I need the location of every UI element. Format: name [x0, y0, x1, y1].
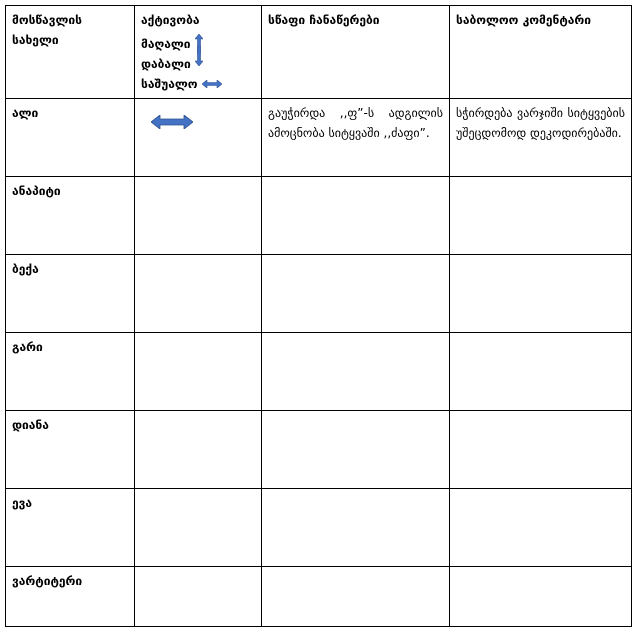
- student-name-cell: ვარტიტერი: [6, 567, 135, 627]
- student-name-cell: ევა: [6, 489, 135, 567]
- activity-cell: [135, 411, 262, 489]
- header-activity: [135, 6, 262, 99]
- legend-high-label: მაღალი: [141, 37, 191, 51]
- header-final-comment: საბოლოო კომენტარი: [450, 6, 632, 99]
- quick-notes-cell: [262, 567, 450, 627]
- final-comment-cell: [450, 567, 632, 627]
- activity-cell: [135, 99, 262, 177]
- legend-low: [141, 54, 255, 74]
- arrow-down-icon: [195, 46, 203, 66]
- quick-notes-cell: [262, 333, 450, 411]
- student-name-cell: ანაპიტი: [6, 177, 135, 255]
- table-row: [6, 489, 632, 567]
- activity-cell: [135, 489, 262, 567]
- double-arrow-horizontal-small-icon: [202, 80, 222, 88]
- activity-cell: [135, 255, 262, 333]
- table-row: [6, 99, 632, 177]
- table-row: [6, 567, 632, 627]
- header-quick-notes: სწაფი ჩანაწერები: [262, 6, 450, 99]
- table-header-row: [6, 6, 632, 99]
- student-activity-table: [5, 5, 632, 627]
- activity-cell: [135, 567, 262, 627]
- final-comment-cell: [450, 255, 632, 333]
- legend-medium-label: საშუალო: [141, 77, 198, 91]
- activity-header-label: აქტივობა: [141, 13, 200, 27]
- table-row: [6, 333, 632, 411]
- activity-cell: [135, 177, 262, 255]
- quick-notes-cell: გაუჭირდა ,,ფ”-ს ადგილის ამოცნობა სიტყვაში ,,ძაფი”.: [262, 99, 450, 177]
- student-name-cell: ბექა: [6, 255, 135, 333]
- quick-notes-cell: [262, 255, 450, 333]
- final-comment-cell: [450, 489, 632, 567]
- quick-notes-cell: [262, 177, 450, 255]
- student-name-cell: გარი: [6, 333, 135, 411]
- final-comment-cell: სჭირდება ვარჯიში სიტყვების უშეცდომოდ დეკოდირებაში.: [450, 99, 632, 177]
- double-arrow-horizontal-icon: [151, 115, 193, 129]
- table-row: [6, 255, 632, 333]
- quick-notes-cell: [262, 411, 450, 489]
- quick-notes-cell: [262, 489, 450, 567]
- student-name-cell: დიანა: [6, 411, 135, 489]
- final-comment-cell: [450, 411, 632, 489]
- student-name-cell: ალი: [6, 99, 135, 177]
- table-row: [6, 411, 632, 489]
- header-student-name: მოსწავლის სახელი: [6, 6, 135, 99]
- final-comment-cell: [450, 333, 632, 411]
- legend-low-label: დაბალი: [141, 57, 191, 71]
- legend-medium: [141, 74, 255, 94]
- final-comment-cell: [450, 177, 632, 255]
- table-row: [6, 177, 632, 255]
- activity-cell: [135, 333, 262, 411]
